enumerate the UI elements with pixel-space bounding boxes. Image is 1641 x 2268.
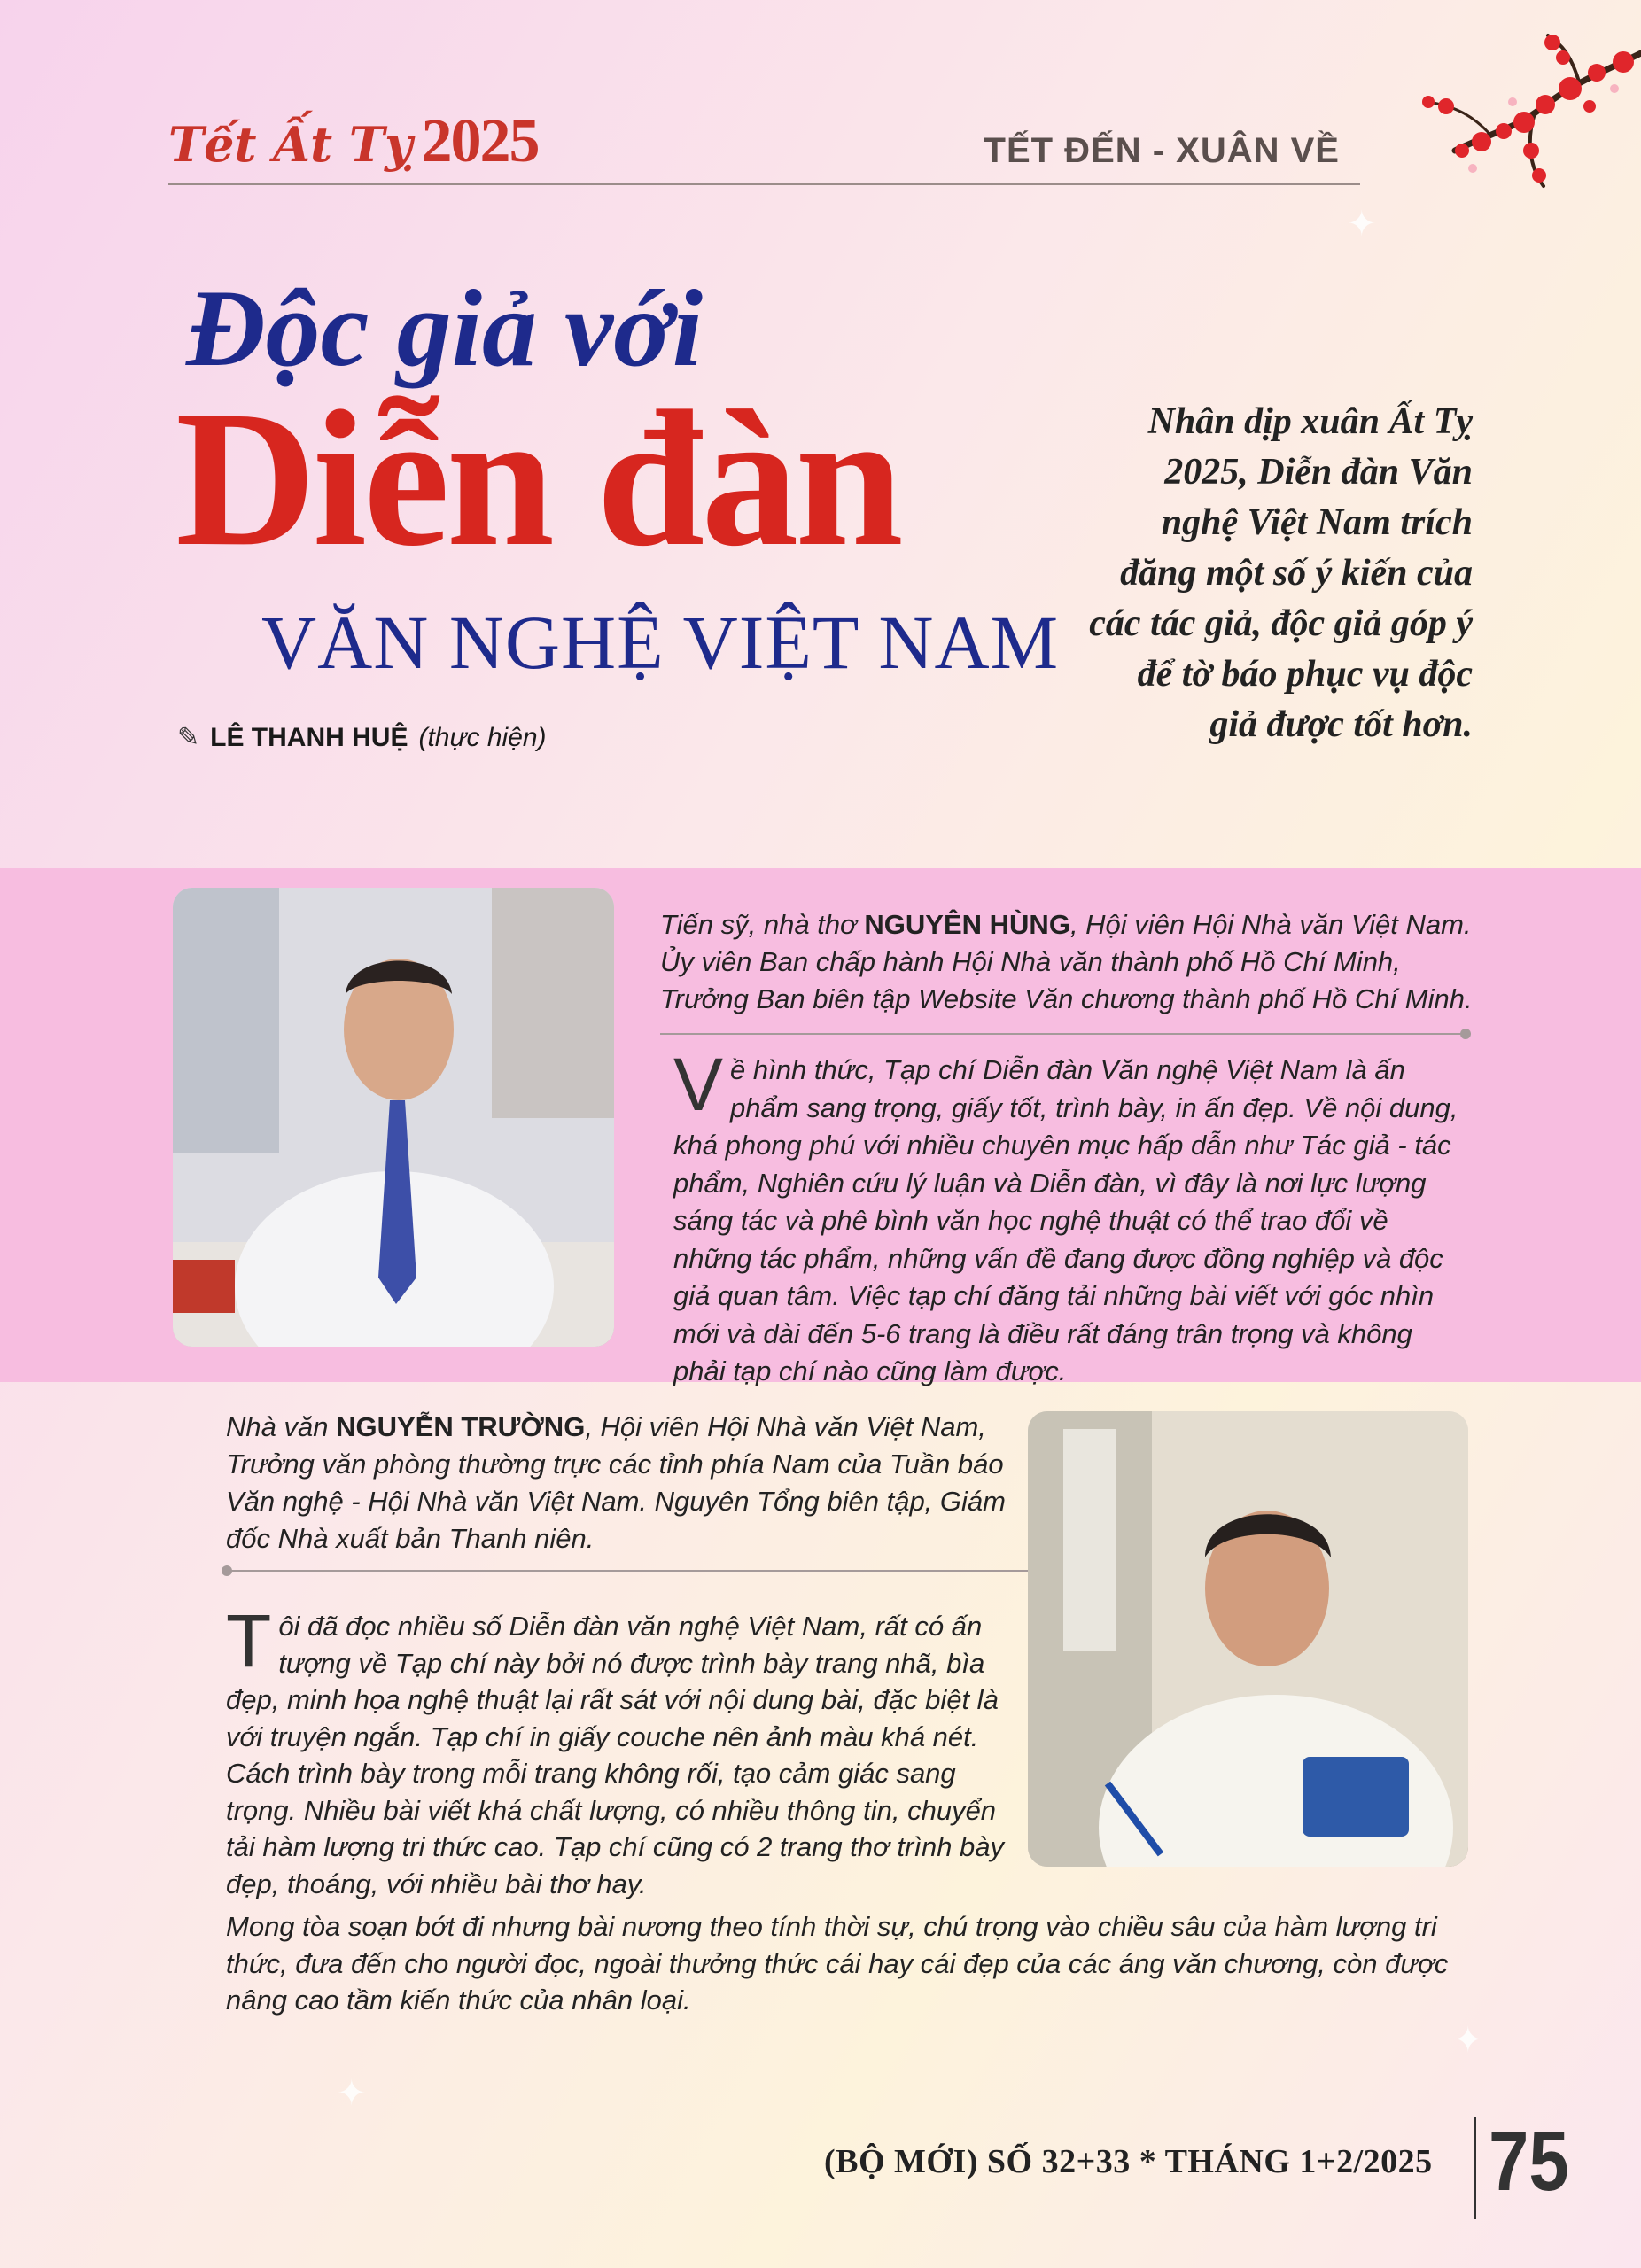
pen-icon: ✎ — [177, 723, 200, 752]
author-1-quote — [673, 1043, 1471, 1391]
section-2-divider — [226, 1570, 1028, 1572]
author-1-bio — [660, 906, 1475, 1018]
author-1-bio-rest: , Hội viên Hội Nhà văn Việt Nam. Ủy viên Ban chấp hành Hội Nhà văn thành phố Hồ Chí Minh, Trưởng Ban biên tập Website Văn chương thành phố Hồ Chí Minh. — [660, 909, 1473, 1014]
brand-year-text: 2025 — [421, 107, 539, 175]
author-2-quote-continuation: Mong tòa soạn bớt đi nhưng bài nương theo tính thời sự, chú trọng vào chiều sâu của hàm lượng tri thức, đưa đến cho người đọc, ngoài thưởng thức cái hay cái đẹp của các áng văn chương, còn được nâng cao tầm kiến thức của nhân loại. — [226, 1911, 1449, 2016]
divider-dot — [1460, 1029, 1471, 1039]
article-title-line-2: Diễn đàn — [175, 370, 900, 586]
byline — [177, 722, 547, 753]
author-1-name: NGUYÊN HÙNG — [864, 909, 1070, 940]
magazine-brand — [168, 106, 538, 177]
footer-divider — [1474, 2117, 1476, 2219]
byline-role: (thực hiện) — [418, 722, 547, 752]
divider-dot — [222, 1565, 232, 1576]
article-title-line-3: VĂN NGHỆ VIỆT NAM — [261, 600, 1060, 685]
article-intro: Nhân dịp xuân Ất Tỵ 2025, Diễn đàn Văn nghệ Việt Nam trích đăng một số ý kiến của các tác giả, độc giả góp ý để tờ báo phục vụ độc giả được tốt hơn. — [1089, 401, 1473, 745]
header-divider — [168, 183, 1360, 185]
author-2-quote-text: ôi đã đọc nhiều số Diễn đàn văn nghệ Việt Nam, rất có ấn tượng về Tạp chí này bởi nó được trình bày trang nhã, bìa đẹp, minh họa nghệ thuật lại rất sát với nội dung bài, đặc biệt là với truyện ngắn. Tạp chí in giấy couche nên ảnh màu khá nét. Cách trình bày trong mỗi trang không rối, tạo cảm giác sang trọng. Nhiều bài viết khá chất lượng, có nhiều thông tin, chuyển tải hàm lượng tri thức cao. Tạp chí cũng có 2 trang thơ trình bày đẹp, thoáng, với nhiều bài thơ hay. — [226, 1611, 1005, 1899]
section-1-divider — [660, 1033, 1466, 1035]
section-heading: TẾT ĐẾN - XUÂN VỀ — [984, 131, 1340, 170]
page-number: 75 — [1489, 2114, 1569, 2209]
sparkle-icon: ✦ — [1453, 2021, 1483, 2060]
article-title-line-1: Độc giả với — [186, 268, 704, 389]
author-1-bio-prefix: Tiến sỹ, nhà thơ — [660, 909, 865, 940]
sparkle-icon: ✦ — [337, 2074, 367, 2113]
author-1-quote-text: ề hình thức, Tạp chí Diễn đàn Văn nghệ Việt Nam là ấn phẩm sang trọng, giấy tốt, trình bày, in ấn đẹp. Về nội dung, khá phong phú với nhiều chuyên mục hấp dẫn như Tác giả - tác phẩm, Nghiên cứu lý luận và Diễn đàn, vì đây là nơi lực lượng sáng tác và phê bình văn học nghệ thuật có thể trao đổi về những tác phẩm, những vấn đề đang được đồng nghiệp và độc giả quan tâm. Việc tạp chí đăng tải những bài viết với góc nhìn mới và dài đến 5-6 trang là điều rất đáng trân trọng và không phải tạp chí nào cũng làm được. — [673, 1054, 1458, 1386]
issue-info: (BỘ MỚI) SỐ 32+33 * THÁNG 1+2/2025 — [824, 2143, 1433, 2180]
portrait-photo-nguyen-truong — [1028, 1411, 1468, 1867]
byline-author: LÊ THANH HUỆ — [210, 722, 408, 752]
brand-tet-text: Tết Ất Tỵ — [168, 116, 413, 173]
author-2-bio-prefix: Nhà văn — [226, 1411, 337, 1442]
plum-blossom-decoration — [1357, 18, 1641, 230]
author-2-dropcap: T — [226, 1599, 272, 1682]
author-2-bio-rest: , Hội viên Hội Nhà văn Việt Nam, Trưởng văn phòng thường trực các tỉnh phía Nam của Tuần báo Văn nghệ - Hội Nhà văn Việt Nam. Nguyên Tổng biên tập, Giám đốc Nhà xuất bản Thanh niên. — [226, 1411, 1006, 1554]
author-2-quote — [226, 1599, 1006, 1902]
portrait-photo-nguyen-hung — [173, 888, 614, 1347]
author-2-bio — [226, 1409, 1006, 1557]
author-1-dropcap: V — [673, 1043, 724, 1126]
author-2-name: NGUYỄN TRƯỜNG — [336, 1411, 586, 1442]
sparkle-icon: ✦ — [1347, 205, 1377, 244]
